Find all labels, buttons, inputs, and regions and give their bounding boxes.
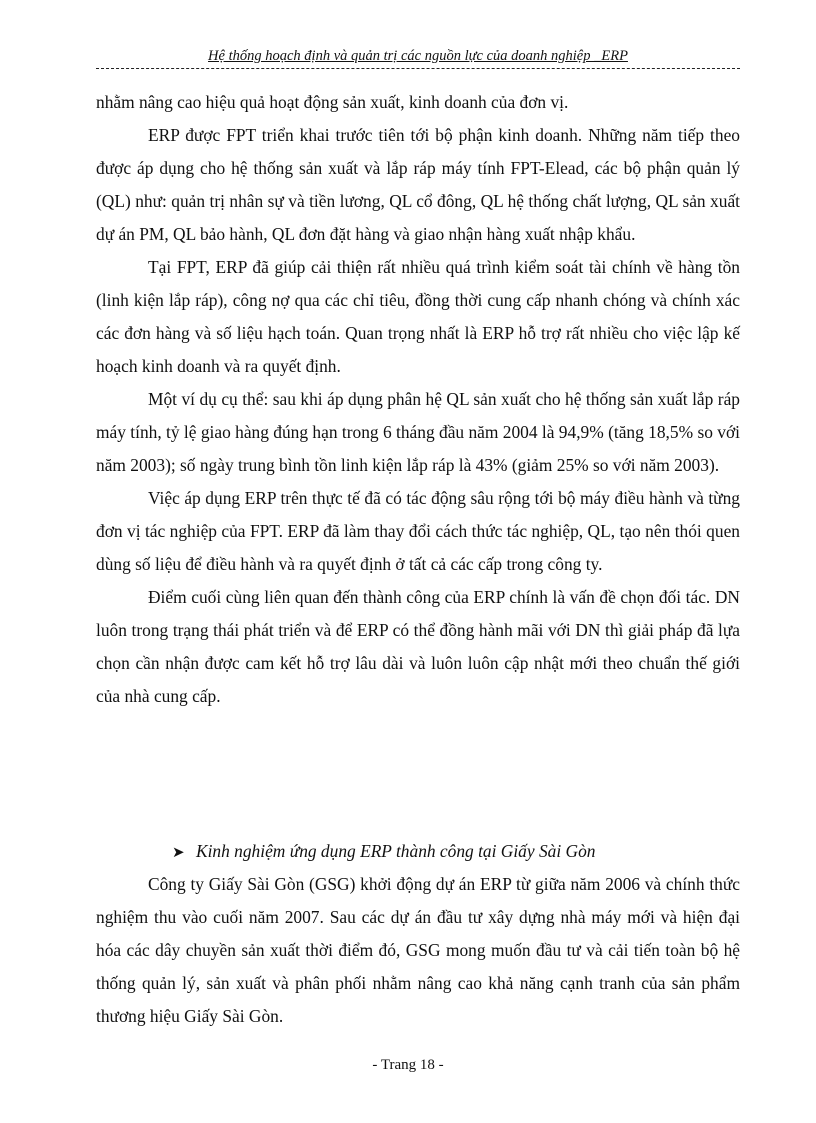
- page-number: - Trang 18 -: [372, 1057, 444, 1073]
- body-text: [96, 86, 740, 713]
- section-heading-text: Kinh nghiệm ứng dụng ERP thành công tại Giấy Sài Gòn: [196, 841, 596, 861]
- section-heading: [172, 836, 732, 868]
- section-body: [96, 868, 740, 1033]
- running-header: [96, 48, 740, 69]
- paragraph-gsg: Công ty Giấy Sài Gòn (GSG) khởi động dự án ERP từ giữa năm 2006 và chính thức nghiệm thu vào cuối năm 2007. Sau các dự án đầu tư xây dựng nhà máy mới và hiện đại hóa các dây chuyền sản xuất thời điểm đó, GSG mong muốn đầu tư và cải tiến toàn bộ hệ thống quản lý, sản xuất và phân phối nhằm nâng cao khả năng cạnh tranh của sản phẩm thương hiệu Giấy Sài Gòn.: [96, 874, 740, 1026]
- paragraph-example: Một ví dụ cụ thể: sau khi áp dụng phân hệ QL sản xuất cho hệ thống sản xuất lắp ráp máy tính, tỷ lệ giao hàng đúng hạn trong 6 tháng đầu năm 2004 là 94,9% (tăng 18,5% so với năm 2003); số ngày trung bình tồn linh kiện lắp ráp là 43% (giảm 25% so với năm 2003).: [96, 389, 740, 475]
- header-title: Hệ thống hoạch định và quản trị các nguồn lực của doanh nghiệp _ERP: [208, 48, 628, 64]
- paragraph-fpt-deployment: ERP được FPT triển khai trước tiên tới bộ phận kinh doanh. Những năm tiếp theo được áp dụng cho hệ thống sản xuất và lắp ráp máy tính FPT-Elead, các bộ phận quản lý (QL) như: quản trị nhân sự và tiền lương, QL cổ đông, QL hệ thống chất lượng, QL sản xuất dự án PM, QL bảo hành, QL đơn đặt hàng và giao nhận hàng xuất nhập khẩu.: [96, 125, 740, 244]
- paragraph-impact: Việc áp dụng ERP trên thực tế đã có tác động sâu rộng tới bộ máy điều hành và từng đơn vị tác nghiệp của FPT. ERP đã làm thay đổi cách thức tác nghiệp, QL, tạo nên thói quen dùng số liệu để điều hành và ra quyết định ở tất cả các cấp trong công ty.: [96, 488, 740, 574]
- paragraph-partner: Điểm cuối cùng liên quan đến thành công của ERP chính là vấn đề chọn đối tác. DN luôn trong trạng thái phát triển và để ERP có thể đồng hành mãi với DN thì giải pháp đã lựa chọn cần nhận được cam kết hỗ trợ lâu dài và luôn luôn cập nhật mới theo chuẩn thế giới của nhà cung cấp.: [96, 587, 740, 706]
- paragraph-fpt-benefits: Tại FPT, ERP đã giúp cải thiện rất nhiều quá trình kiểm soát tài chính về hàng tồn (linh kiện lắp ráp), công nợ qua các chỉ tiêu, đồng thời cung cấp nhanh chóng và chính xác các đơn hàng và số liệu hạch toán. Quan trọng nhất là ERP hỗ trợ rất nhiều cho việc lập kế hoạch kinh doanh và ra quyết định.: [96, 257, 740, 376]
- arrow-bullet-icon: ➤: [172, 845, 185, 861]
- paragraph-continuation: nhằm nâng cao hiệu quả hoạt động sản xuất, kinh doanh của đơn vị.: [96, 92, 569, 112]
